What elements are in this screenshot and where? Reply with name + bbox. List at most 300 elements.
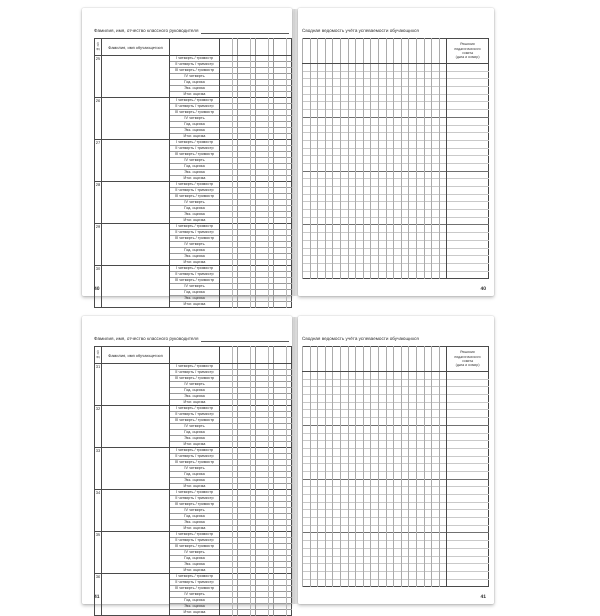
grid-cell <box>424 456 432 464</box>
grid-cell <box>424 379 432 387</box>
grid-cell <box>378 87 386 95</box>
grid-cell <box>318 94 326 102</box>
grid-row <box>303 379 489 387</box>
grid-cell <box>356 418 364 426</box>
period-label-cell: IV четверть <box>170 424 220 430</box>
grid-cell <box>386 372 394 380</box>
grid-cell <box>318 387 326 395</box>
grid-cell <box>401 240 409 248</box>
grid-cell <box>439 156 447 164</box>
grid-cell <box>371 133 379 141</box>
grid-cell <box>424 479 432 487</box>
grid-cell <box>363 202 371 210</box>
grid-cell <box>333 148 341 156</box>
grade-cell <box>287 302 292 308</box>
decision-cell <box>447 117 489 125</box>
grid-cell <box>303 402 311 410</box>
grid-cell <box>333 487 341 495</box>
grid-cell <box>348 225 356 233</box>
grid-cell <box>424 202 432 210</box>
student-number-cell: 25 <box>95 56 102 98</box>
period-label-cell: IV четверть <box>170 382 220 388</box>
period-label-cell: I четверть / триместр <box>170 448 220 454</box>
grid-cell <box>386 248 394 256</box>
grid-cell <box>310 79 318 87</box>
grid-cell <box>409 110 417 118</box>
grid-cell <box>318 163 326 171</box>
grid-cell <box>325 233 333 241</box>
grid-cell <box>416 533 424 541</box>
grid-cell <box>439 379 447 387</box>
grid-cell <box>386 256 394 264</box>
grid-cell <box>340 187 348 195</box>
grid-cell <box>386 171 394 179</box>
grid-cell <box>401 579 409 587</box>
grid-cell <box>325 464 333 472</box>
grid-cell <box>424 125 432 133</box>
grid-cell <box>439 71 447 79</box>
grid-cell <box>348 194 356 202</box>
grid-cell <box>340 464 348 472</box>
grid-cell <box>386 102 394 110</box>
grid-row <box>303 471 489 479</box>
grid-cell <box>363 210 371 218</box>
grid-cell <box>356 448 364 456</box>
grid-cell <box>363 548 371 556</box>
grid-cell <box>432 548 440 556</box>
grid-cell <box>356 110 364 118</box>
grid-cell <box>333 256 341 264</box>
grid-cell <box>432 425 440 433</box>
grid-cell <box>371 418 379 426</box>
grid-cell <box>310 564 318 572</box>
grid-cell <box>432 579 440 587</box>
grid-cell <box>378 533 386 541</box>
grid-cell <box>310 87 318 95</box>
period-label-cell: Итог. оценка <box>170 302 220 308</box>
grid-cell <box>416 102 424 110</box>
grid-cell <box>401 233 409 241</box>
grid-cell <box>386 418 394 426</box>
grid-cell <box>310 510 318 518</box>
grid-cell <box>356 64 364 72</box>
grid-cell <box>333 471 341 479</box>
grid-cell <box>416 140 424 148</box>
grid-cell <box>325 433 333 441</box>
grid-cell <box>333 425 341 433</box>
grid-cell <box>439 256 447 264</box>
grid-cell <box>424 263 432 271</box>
period-label-cell: II четверть / триместр <box>170 146 220 152</box>
grid-cell <box>424 87 432 95</box>
grid-cell <box>394 217 402 225</box>
grid-cell <box>371 240 379 248</box>
decision-cell <box>447 79 489 87</box>
grid-cell <box>416 395 424 403</box>
grid-cell <box>310 140 318 148</box>
grid-cell <box>439 548 447 556</box>
grid-cell <box>348 502 356 510</box>
page-number: 40 <box>94 286 100 292</box>
decision-cell <box>447 510 489 518</box>
grid-cell <box>371 225 379 233</box>
grid-cell <box>432 125 440 133</box>
grid-cell <box>432 418 440 426</box>
grid-row <box>303 271 489 279</box>
grid-cell <box>424 94 432 102</box>
grid-cell <box>371 448 379 456</box>
grid-cell <box>394 548 402 556</box>
period-label-cell: Экз. оценка <box>170 520 220 526</box>
grid-row <box>303 571 489 579</box>
grid-cell <box>318 210 326 218</box>
grid-cell <box>432 64 440 72</box>
grid-row <box>303 256 489 264</box>
grid-cell <box>318 425 326 433</box>
grid-cell <box>310 571 318 579</box>
grid-cell <box>432 502 440 510</box>
period-label-cell: Итог. оценка <box>170 484 220 490</box>
grid-cell <box>401 163 409 171</box>
grid-column-header <box>386 347 394 372</box>
grid-cell <box>348 163 356 171</box>
grid-cell <box>424 163 432 171</box>
decision-cell <box>447 387 489 395</box>
grid-cell <box>356 233 364 241</box>
class-teacher-title: Фамилия, имя, отчество классного руководителя <box>94 336 199 341</box>
grid-cell <box>325 441 333 449</box>
grid-row <box>303 402 489 410</box>
grid-cell <box>356 210 364 218</box>
grid-cell <box>371 94 379 102</box>
summary-title: Сводная ведомость учёта успеваемости обучающихся <box>302 28 419 33</box>
column-header-student-name: Фамилия, имя обучающегося <box>102 39 170 56</box>
grid-cell <box>363 102 371 110</box>
period-label-cell: II четверть / триместр <box>170 412 220 418</box>
grid-cell <box>432 248 440 256</box>
grid-cell <box>386 479 394 487</box>
grid-cell <box>356 564 364 572</box>
grid-row <box>303 579 489 587</box>
grid-cell <box>356 518 364 526</box>
grid-cell <box>416 64 424 72</box>
grid-cell <box>432 217 440 225</box>
grid-cell <box>325 533 333 541</box>
grid-cell <box>409 518 417 526</box>
grid-cell <box>318 171 326 179</box>
grid-cell <box>409 240 417 248</box>
grid-row <box>303 217 489 225</box>
grid-cell <box>325 148 333 156</box>
grid-cell <box>303 233 311 241</box>
grid-cell <box>371 163 379 171</box>
page-number: 41 <box>480 594 486 600</box>
grid-cell <box>371 387 379 395</box>
grid-cell <box>394 87 402 95</box>
grid-cell <box>325 179 333 187</box>
grid-cell <box>416 71 424 79</box>
grid-cell <box>363 556 371 564</box>
grid-cell <box>356 133 364 141</box>
grid-cell <box>363 425 371 433</box>
grid-cell <box>325 510 333 518</box>
grid-cell <box>318 456 326 464</box>
period-label-cell: IV четверть <box>170 284 220 290</box>
student-name-cell <box>102 182 170 224</box>
grid-cell <box>424 148 432 156</box>
grid-cell <box>333 548 341 556</box>
grid-cell <box>363 533 371 541</box>
grid-cell <box>378 402 386 410</box>
grid-cell <box>310 102 318 110</box>
student-number-cell: 35 <box>95 532 102 574</box>
decision-cell <box>447 441 489 449</box>
grid-cell <box>325 210 333 218</box>
grid-cell <box>303 263 311 271</box>
grid-cell <box>386 525 394 533</box>
grid-cell <box>416 171 424 179</box>
grid-column-header <box>371 347 379 372</box>
grid-cell <box>371 248 379 256</box>
grid-cell <box>409 202 417 210</box>
grid-cell <box>386 179 394 187</box>
grid-cell <box>409 64 417 72</box>
student-number-header-label: № п/п <box>96 42 100 52</box>
period-label-cell: IV четверть <box>170 116 220 122</box>
grid-cell <box>333 387 341 395</box>
grid-cell <box>318 202 326 210</box>
grid-cell <box>394 148 402 156</box>
grid-cell <box>371 487 379 495</box>
grid-cell <box>363 502 371 510</box>
grade-cell <box>220 610 233 616</box>
grid-cell <box>416 548 424 556</box>
grid-cell <box>409 210 417 218</box>
grid-column-header <box>333 39 341 64</box>
grid-cell <box>318 479 326 487</box>
period-label-cell: II четверть / триместр <box>170 454 220 460</box>
decision-cell <box>447 448 489 456</box>
grid-cell <box>325 564 333 572</box>
grid-cell <box>303 564 311 572</box>
grid-cell <box>409 541 417 549</box>
grid-cell <box>310 133 318 141</box>
grid-column-header <box>310 39 318 64</box>
grid-cell <box>363 133 371 141</box>
grid-cell <box>416 448 424 456</box>
grid-cell <box>432 448 440 456</box>
student-number-cell: 31 <box>95 364 102 406</box>
grid-cell <box>424 171 432 179</box>
grid-cell <box>432 187 440 195</box>
grade-column-header <box>256 347 269 364</box>
grid-cell <box>439 510 447 518</box>
grid-cell <box>401 541 409 549</box>
grid-cell <box>378 502 386 510</box>
grid-cell <box>348 579 356 587</box>
grid-cell <box>363 525 371 533</box>
grid-cell <box>401 410 409 418</box>
decision-cell <box>447 579 489 587</box>
grid-cell <box>348 179 356 187</box>
grid-cell <box>363 148 371 156</box>
grid-cell <box>432 471 440 479</box>
decision-cell <box>447 125 489 133</box>
grid-cell <box>401 64 409 72</box>
student-number-cell: 32 <box>95 406 102 448</box>
grid-cell <box>401 402 409 410</box>
grid-cell <box>401 425 409 433</box>
grid-cell <box>303 202 311 210</box>
grid-cell <box>356 464 364 472</box>
grid-cell <box>356 495 364 503</box>
grid-cell <box>318 110 326 118</box>
student-number-cell: 30 <box>95 266 102 308</box>
grid-cell <box>348 395 356 403</box>
grid-cell <box>348 110 356 118</box>
period-label-cell: II четверть / триместр <box>170 496 220 502</box>
grid-cell <box>401 210 409 218</box>
grid-cell <box>386 402 394 410</box>
grid-column-header <box>401 39 409 64</box>
grid-cell <box>363 379 371 387</box>
grid-cell <box>356 248 364 256</box>
decision-cell <box>447 518 489 526</box>
grid-cell <box>363 571 371 579</box>
grid-cell <box>439 217 447 225</box>
grid-cell <box>310 448 318 456</box>
teacher-name-underline <box>201 335 289 342</box>
grid-cell <box>310 179 318 187</box>
grid-cell <box>386 379 394 387</box>
grid-cell <box>363 510 371 518</box>
decision-cell <box>447 410 489 418</box>
grid-cell <box>386 571 394 579</box>
grid-cell <box>401 518 409 526</box>
grid-cell <box>409 395 417 403</box>
grid-cell <box>394 456 402 464</box>
grid-cell <box>356 179 364 187</box>
grid-cell <box>325 79 333 87</box>
grid-cell <box>325 156 333 164</box>
grid-cell <box>409 471 417 479</box>
grid-cell <box>303 456 311 464</box>
grid-cell <box>325 402 333 410</box>
column-header-student-number <box>95 347 102 364</box>
grid-cell <box>432 495 440 503</box>
grid-cell <box>363 79 371 87</box>
grid-cell <box>416 379 424 387</box>
grid-cell <box>378 71 386 79</box>
grid-cell <box>378 495 386 503</box>
grid-cell <box>432 556 440 564</box>
grid-cell <box>318 487 326 495</box>
grid-cell <box>416 263 424 271</box>
grid-cell <box>325 202 333 210</box>
grid-cell <box>439 263 447 271</box>
period-label-cell: IV четверть <box>170 74 220 80</box>
grid-cell <box>371 125 379 133</box>
grid-cell <box>371 425 379 433</box>
grid-cell <box>325 548 333 556</box>
grid-cell <box>325 518 333 526</box>
grid-cell <box>318 194 326 202</box>
grid-cell <box>371 79 379 87</box>
grid-cell <box>439 194 447 202</box>
grid-cell <box>340 418 348 426</box>
student-number-cell: 29 <box>95 224 102 266</box>
grid-cell <box>340 495 348 503</box>
grid-cell <box>386 125 394 133</box>
grid-cell <box>348 71 356 79</box>
grid-row <box>303 140 489 148</box>
grid-cell <box>386 240 394 248</box>
grid-cell <box>424 579 432 587</box>
grid-cell <box>356 548 364 556</box>
period-label-cell: III четверть / триместр <box>170 418 220 424</box>
grid-cell <box>439 410 447 418</box>
grid-cell <box>416 571 424 579</box>
grid-cell <box>416 240 424 248</box>
grid-cell <box>401 379 409 387</box>
period-label-cell: III четверть / триместр <box>170 586 220 592</box>
grid-cell <box>378 448 386 456</box>
grid-cell <box>348 410 356 418</box>
grid-cell <box>394 495 402 503</box>
grid-cell <box>333 125 341 133</box>
grid-cell <box>333 171 341 179</box>
grid-cell <box>401 571 409 579</box>
grid-cell <box>386 495 394 503</box>
grid-cell <box>424 556 432 564</box>
grid-cell <box>401 110 409 118</box>
students-grades-table <box>94 346 292 616</box>
grid-row <box>303 479 489 487</box>
grade-column-header <box>274 347 287 364</box>
grid-cell <box>386 194 394 202</box>
grid-cell <box>363 225 371 233</box>
grid-cell <box>432 456 440 464</box>
grid-cell <box>356 171 364 179</box>
grid-row <box>303 548 489 556</box>
grid-cell <box>348 117 356 125</box>
grid-cell <box>310 263 318 271</box>
grid-column-header <box>439 39 447 64</box>
grid-row <box>303 240 489 248</box>
grid-cell <box>424 502 432 510</box>
grade-cell <box>256 302 269 308</box>
grid-cell <box>318 510 326 518</box>
grid-cell <box>348 548 356 556</box>
decision-cell <box>447 495 489 503</box>
student-name-cell <box>102 364 170 406</box>
student-name-cell <box>102 490 170 532</box>
grid-cell <box>409 548 417 556</box>
grid-cell <box>439 225 447 233</box>
grid-cell <box>310 556 318 564</box>
grid-row <box>303 179 489 187</box>
grid-cell <box>378 418 386 426</box>
grid-cell <box>303 441 311 449</box>
grid-cell <box>386 410 394 418</box>
grid-cell <box>439 418 447 426</box>
grid-cell <box>333 433 341 441</box>
grid-cell <box>318 271 326 279</box>
period-label-cell: I четверть / триместр <box>170 406 220 412</box>
grid-cell <box>325 225 333 233</box>
grid-cell <box>333 533 341 541</box>
period-label-cell: I четверть / триместр <box>170 266 220 272</box>
